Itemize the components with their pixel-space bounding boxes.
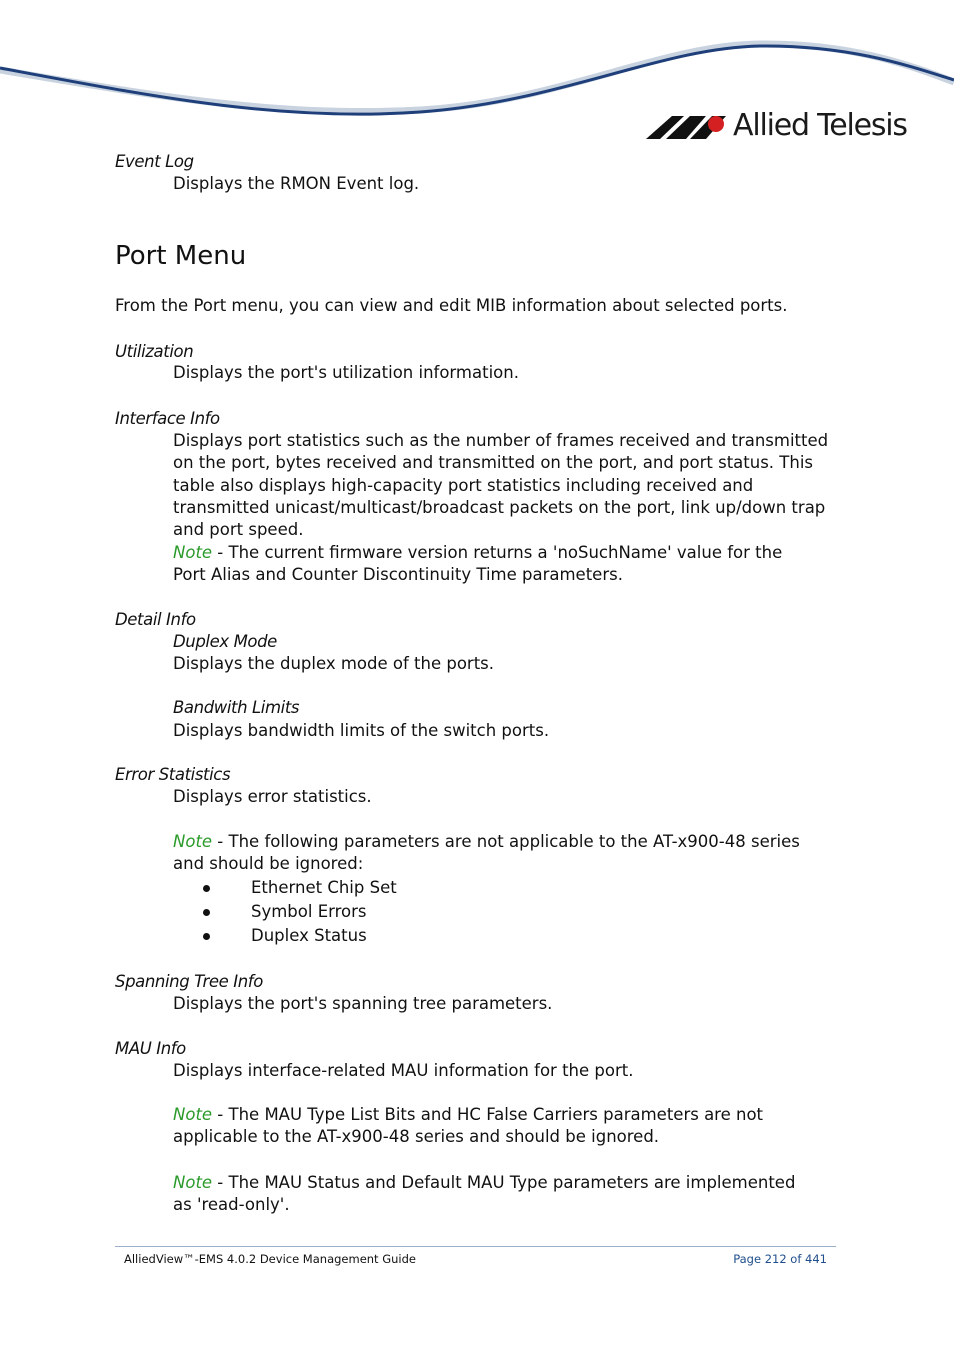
term-error-statistics: Error Statistics: [115, 765, 231, 784]
list-item-text: Duplex Status: [251, 926, 367, 945]
term-spanning-tree-info: Spanning Tree Info: [115, 972, 263, 991]
term-bandwidth-limits: Bandwith Limits: [173, 698, 300, 717]
desc-error-statistics-text: Displays error statistics.: [173, 787, 372, 806]
desc-event-log: [173, 173, 838, 195]
term-detail-info: Detail Info: [115, 610, 196, 629]
note-interface-info: [173, 542, 813, 587]
note-text: - The following parameters are not applicable to the AT-x900-48 series and should be ignored:: [173, 832, 800, 874]
bullet-icon: [203, 885, 210, 892]
brand-name: Allied Telesis: [733, 108, 907, 143]
footer-doc-title: AlliedView™-EMS 4.0.2 Device Management Guide: [124, 1252, 416, 1266]
desc-error-statistics: [173, 786, 838, 808]
desc-utilization: [173, 362, 838, 384]
note-label: Note: [173, 543, 213, 562]
term-mau-info: MAU Info: [115, 1039, 186, 1058]
term-event-log: Event Log: [115, 152, 194, 171]
allied-telesis-logo-mark: [646, 116, 726, 139]
list-item: [173, 876, 838, 900]
desc-bandwidth-limits-text: Displays bandwidth limits of the switch ports.: [173, 721, 550, 740]
bullet-list: [173, 876, 838, 948]
desc-mau-info-text: Displays interface-related MAU information for the port.: [173, 1061, 634, 1080]
desc-duplex-mode-text: Displays the duplex mode of the ports.: [173, 654, 495, 673]
list-item: [173, 924, 838, 948]
term-interface-info: Interface Info: [115, 409, 220, 428]
footer-page-number: Page 212 of 441: [733, 1252, 827, 1266]
desc-event-log-text: Displays the RMON Event log.: [173, 174, 420, 193]
note-label: Note: [173, 1173, 213, 1192]
note-mau-info-1: [173, 1104, 838, 1149]
list-item-text: Symbol Errors: [251, 902, 367, 921]
note-text: - The MAU Type List Bits and HC False Carriers parameters are not applicable to the AT-x900-48 series and should be ignored.: [173, 1105, 764, 1147]
term-duplex-mode: Duplex Mode: [173, 632, 277, 651]
note-label: Note: [173, 832, 213, 851]
desc-spanning-tree-info-text: Displays the port's spanning tree parameters.: [173, 994, 553, 1013]
section-intro: From the Port menu, you can view and edit MIB information about selected ports.: [115, 296, 788, 315]
desc-spanning-tree-info: [173, 993, 838, 1015]
page-title: Port Menu: [115, 241, 247, 271]
note-label: Note: [173, 1105, 213, 1124]
list-item: [173, 900, 838, 924]
note-text: - The MAU Status and Default MAU Type parameters are implemented as 'read-only'.: [173, 1173, 796, 1215]
term-utilization: Utilization: [115, 342, 194, 361]
desc-mau-info: [173, 1060, 838, 1082]
desc-utilization-text: Displays the port's utilization information.: [173, 363, 519, 382]
bullet-icon: [203, 933, 210, 940]
list-item-text: Ethernet Chip Set: [251, 878, 397, 897]
desc-duplex-mode: [173, 653, 838, 675]
desc-interface-info-text: Displays port statistics such as the number of frames received and transmitted on the port, bytes received and transmitted on the port, and port status. This table also displays high-capacity port statistics including received and transmitted unicast/multicast/broadcast packets on the port, link up/down trap and port speed.: [173, 431, 829, 540]
note-text: - The current firmware version returns a 'noSuchName' value for the Port Alias and Counter Discontinuity Time parameters.: [173, 543, 783, 585]
desc-bandwidth-limits: [173, 720, 838, 742]
note-error-statistics: [173, 831, 823, 876]
note-mau-info-2: [173, 1172, 803, 1217]
bullet-icon: [203, 909, 210, 916]
desc-interface-info: [173, 430, 838, 541]
footer-divider: [115, 1246, 836, 1247]
